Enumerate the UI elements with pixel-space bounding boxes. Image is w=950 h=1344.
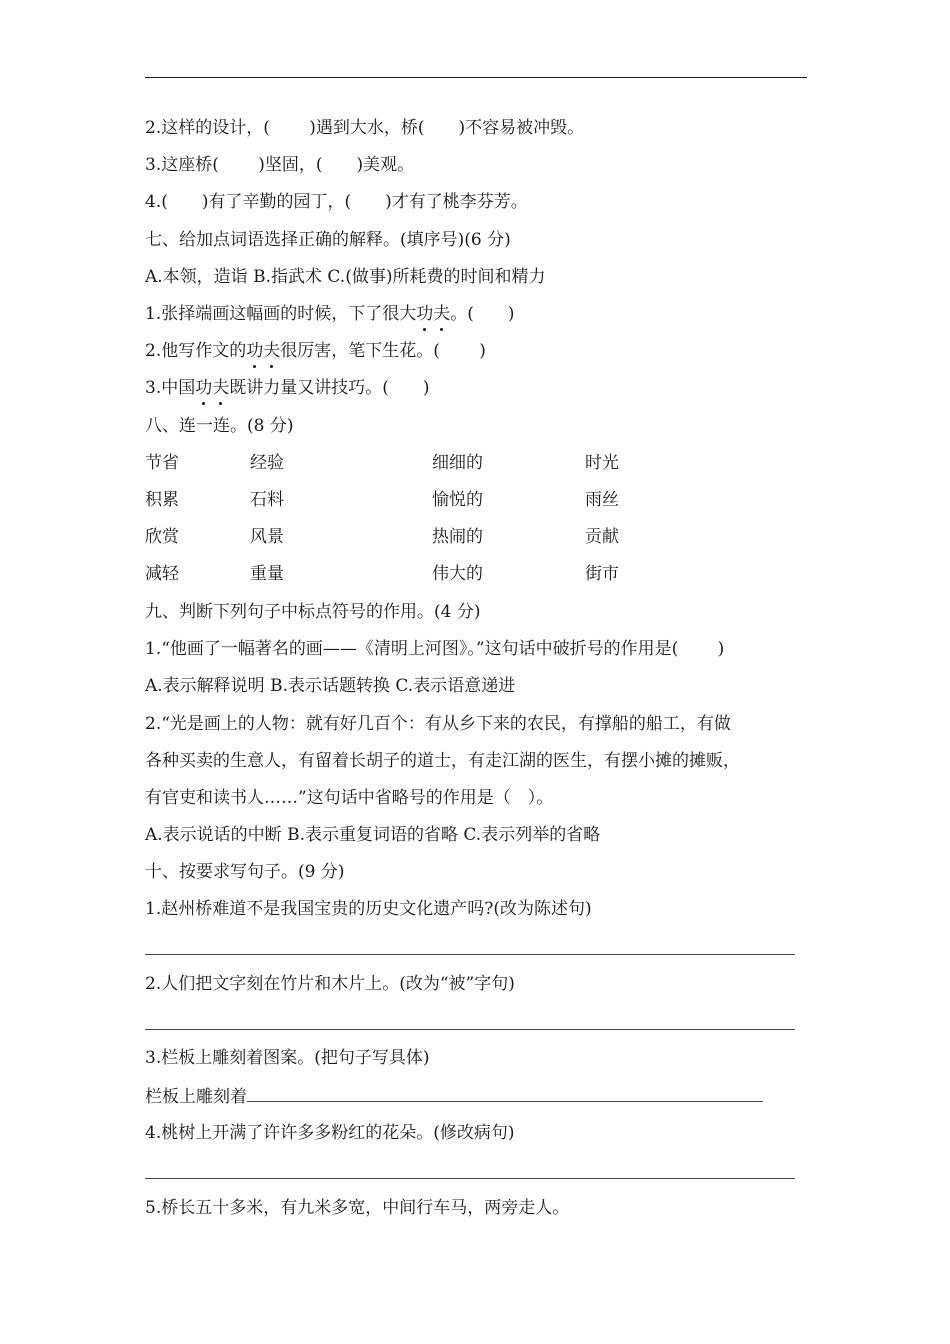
match-item: 贡献 [585,527,619,547]
s7-q3-dotted-1: 功 [195,378,213,398]
s7-q1-dotted-2: 夫 [433,304,451,324]
s10-q3: 3.栏板上雕刻着图案。(把句子写具体) [145,1048,430,1068]
s9-q1: 1.“他画了一幅著名的画——《清明上河图》。”这句话中破折号的作用是( ) [145,639,725,659]
s7-q1-text-b: 。( ) [450,304,515,324]
match-item: 伟大的 [432,564,483,584]
s9-q2-line-1: 2.“光是画上的人物：就有好几百个：有从乡下来的农民，有撑船的船工，有做 [145,714,731,734]
s9-q1-options: A.表示解释说明 B.表示话题转换 C.表示语意递进 [145,676,516,696]
s7-q2 [145,340,486,362]
s10-q5: 5.桥长五十多米，有九米多宽，中间行车马，两旁走人。 [145,1198,570,1218]
s7-q2-text-a: 2.他写作文的 [145,341,247,361]
s10-q2: 2.人们把文字刻在竹片和木片上。(改为“被”字句) [145,974,515,994]
top-rule [145,77,807,78]
match-item: 节省 [145,453,179,473]
match-item: 石料 [250,490,284,510]
answer-line[interactable] [145,1178,795,1179]
section-9-title: 九、判断下列句子中标点符号的作用。(4 分) [145,602,481,622]
section-7-title: 七、给加点词语选择正确的解释。(填序号)(6 分) [145,230,511,250]
s7-q1-text-a: 1.张择端画这幅画的时候，下了很大 [145,304,417,324]
match-item: 欣赏 [145,527,179,547]
s10-q3-prefix: 栏板上雕刻着 [145,1087,247,1107]
s10-q4: 4.桃树上开满了许许多多粉红的花朵。(修改病句) [145,1123,515,1143]
match-item: 雨丝 [585,490,619,510]
section-8-title: 八、连一连。(8 分) [145,416,294,436]
s7-q3-dotted-2: 夫 [212,378,230,398]
s7-q3-text-b: 既讲力量又讲技巧。( ) [229,378,430,398]
answer-line[interactable] [145,1029,795,1030]
match-item: 细细的 [432,453,483,473]
match-item: 愉悦的 [432,490,483,510]
s7-q3-text-a: 3.中国 [145,378,196,398]
s9-q2-line-2: 各种买卖的生意人，有留着长胡子的道士，有走江湖的医生，有摆小摊的摊贩， [145,751,740,771]
s9-q2-line-3: 有官吏和读书人……”这句话中省略号的作用是（ ）。 [145,788,554,808]
s7-q2-dotted-2: 夫 [263,341,281,361]
match-item: 风景 [250,527,284,547]
section-10-title: 十、按要求写句子。(9 分) [145,862,345,882]
s9-q2-options: A.表示说话的中断 B.表示重复词语的省略 C.表示列举的省略 [145,825,601,845]
match-item: 热闹的 [432,527,483,547]
s7-q3 [145,377,430,399]
s6-q2: 2.这样的设计，( )遇到大水，桥( )不容易被冲毁。 [145,118,585,138]
s7-q2-text-b: 很厉害，笔下生花。( ) [280,341,486,361]
s7-q1-dotted-1: 功 [416,304,434,324]
answer-line[interactable] [145,954,795,955]
answer-blank[interactable] [247,1085,763,1102]
s6-q3: 3.这座桥( )坚固，( )美观。 [145,155,415,175]
match-item: 经验 [250,453,284,473]
s7-q1 [145,303,515,325]
match-item: 重量 [250,564,284,584]
s10-q3-answer-row [145,1085,763,1108]
s7-q2-dotted-1: 功 [246,341,264,361]
s10-q1: 1.赵州桥难道不是我国宝贵的历史文化遗产吗?(改为陈述句) [145,899,592,919]
match-item: 减轻 [145,564,179,584]
section-7-options: A.本领，造诣 B.指武术 C.(做事)所耗费的时间和精力 [145,267,546,287]
match-item: 时光 [585,453,619,473]
s6-q4: 4.( )有了辛勤的园丁，( )才有了桃李芬芳。 [145,192,528,212]
match-item: 街市 [585,564,619,584]
match-item: 积累 [145,490,179,510]
